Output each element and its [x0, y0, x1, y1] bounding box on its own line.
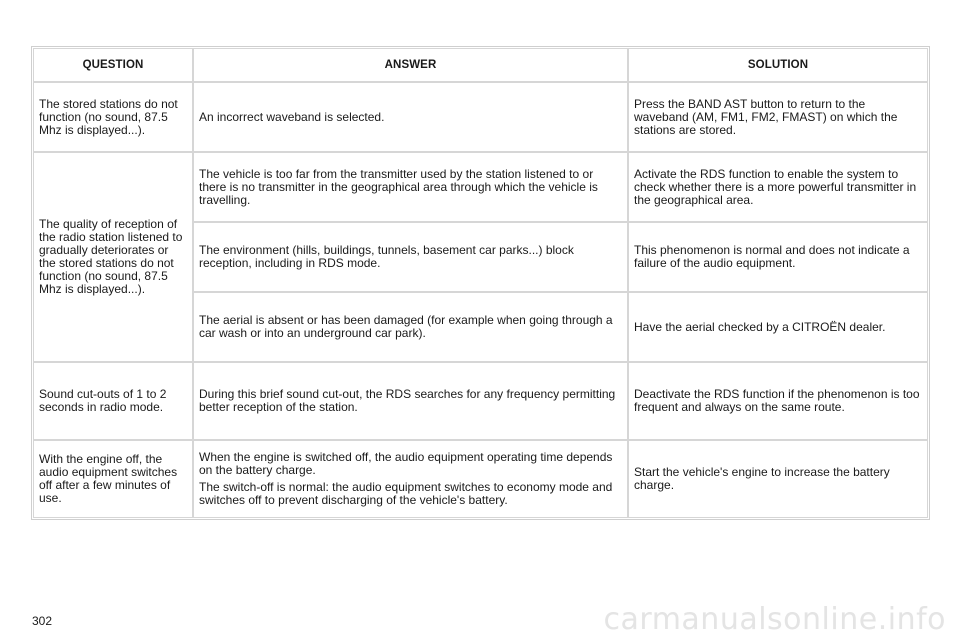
table-row [34, 441, 927, 517]
answer-cell: During this brief sound cut-out, the RDS searches for any frequency permitting better reception of the station. [194, 363, 627, 439]
solution-cell: Press the BAND AST button to return to the waveband (AM, FM1, FM2, FMAST) on which the stations are stored. [629, 83, 927, 151]
answer-cell: An incorrect waveband is selected. [194, 83, 627, 151]
watermark-text: carmanualsonline.info [603, 602, 946, 637]
table-row [34, 363, 927, 439]
answer-cell: The vehicle is too far from the transmitter used by the station listened to or there is no transmitter in the geographical area through which the vehicle is travelling. [194, 153, 627, 221]
answer-paragraph: The switch-off is normal: the audio equipment switches to economy mode and switches off to prevent discharging of the vehicle's battery. [199, 480, 613, 507]
solution-cell: Have the aerial checked by a CITROËN dealer. [629, 293, 927, 361]
answer-cell: The environment (hills, buildings, tunnels, basement car parks...) block reception, including in RDS mode. [194, 223, 627, 291]
header-answer: ANSWER [194, 49, 627, 81]
header-solution: SOLUTION [629, 49, 927, 81]
table-row [34, 153, 927, 221]
question-cell: With the engine off, the audio equipment switches off after a few minutes of use. [34, 441, 192, 517]
table-row [34, 83, 927, 151]
solution-cell: This phenomenon is normal and does not indicate a failure of the audio equipment. [629, 223, 927, 291]
table-header-row [34, 49, 927, 81]
troubleshooting-table-frame [31, 46, 930, 520]
answer-cell [194, 441, 627, 517]
troubleshooting-table [32, 47, 929, 519]
header-question: QUESTION [34, 49, 192, 81]
answer-paragraph: When the engine is switched off, the audio equipment operating time depends on the battery charge. [199, 450, 613, 477]
solution-cell: Deactivate the RDS function if the phenomenon is too frequent and always on the same route. [629, 363, 927, 439]
question-cell: The stored stations do not function (no sound, 87.5 Mhz is displayed...). [34, 83, 192, 151]
solution-cell: Activate the RDS function to enable the system to check whether there is a more powerful transmitter in the geographical area. [629, 153, 927, 221]
answer-cell: The aerial is absent or has been damaged (for example when going through a car wash or into an underground car park). [194, 293, 627, 361]
page-number: 302 [32, 614, 53, 628]
solution-cell: Start the vehicle's engine to increase the battery charge. [629, 441, 927, 517]
question-cell: Sound cut-outs of 1 to 2 seconds in radio mode. [34, 363, 192, 439]
question-cell: The quality of reception of the radio station listened to gradually deteriorates or the stored stations do not function (no sound, 87.5 Mhz is displayed...). [34, 153, 192, 361]
